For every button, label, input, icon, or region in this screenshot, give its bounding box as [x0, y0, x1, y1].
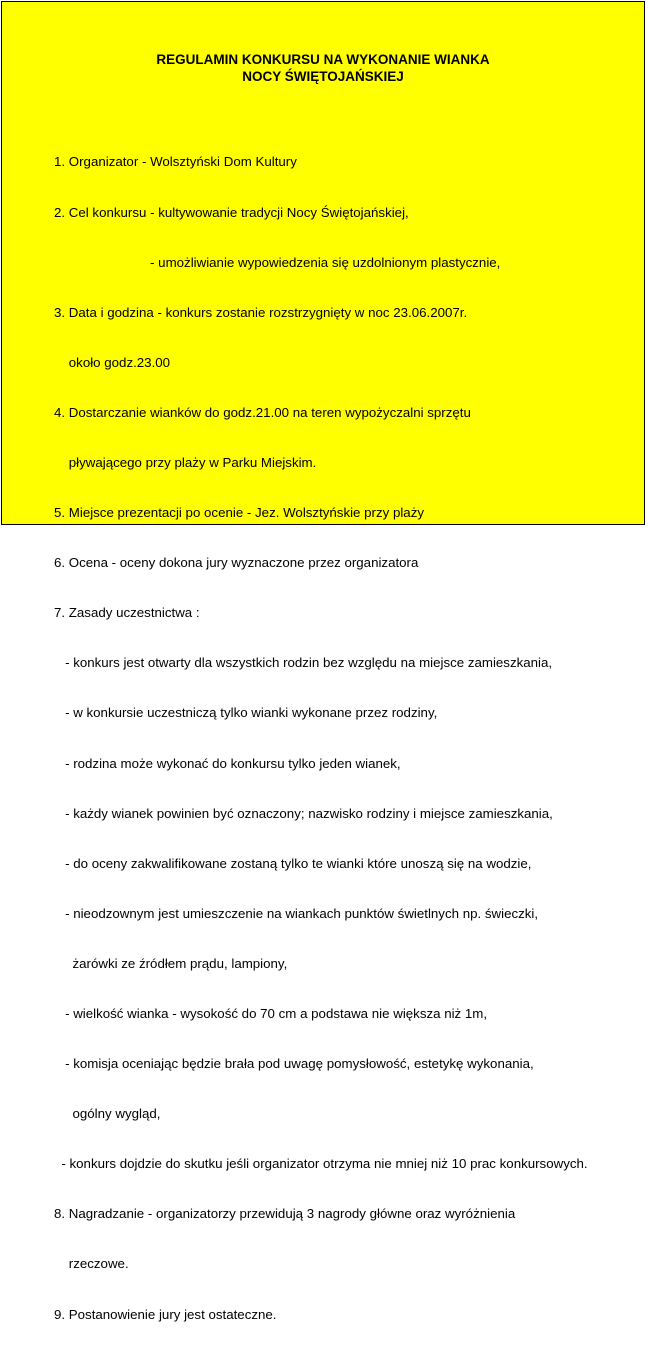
rule-line: pływającego przy plaży w Parku Miejskim. — [54, 454, 317, 470]
rule-line: - każdy wianek powinien być oznaczony; nazwisko rodziny i miejsce zamieszkania, — [54, 805, 553, 821]
rule-line: 5. Miejsce prezentacji po ocenie - Jez. Wolsztyńskie przy plaży — [54, 505, 425, 521]
rule-line: żarówki ze źródłem prądu, lampiony, — [54, 955, 288, 971]
rule-line: - umożliwianie wypowiedzenia się uzdolnionym plastycznie, — [54, 254, 501, 270]
rule-line: 4. Dostarczanie wianków do godz.21.00 na teren wypożyczalni sprzętu — [54, 404, 471, 420]
rule-line: - konkurs dojdzie do skutku jeśli organizator otrzyma nie mniej niż 10 prac konkursowych. — [54, 1156, 588, 1172]
title-line-2: NOCY ŚWIĘTOJAŃSKIEJ — [242, 69, 404, 84]
rule-line: około godz.23.00 — [54, 354, 171, 370]
title-line-1: REGULAMIN KONKURSU NA WYKONANIE WIANKA — [156, 52, 490, 67]
rule-line: 2. Cel konkursu - kultywowanie tradycji Nocy Świętojańskiej, — [54, 204, 409, 220]
rule-line: - w konkursie uczestniczą tylko wianki wykonane przez rodziny, — [54, 705, 438, 721]
rule-line: - nieodzownym jest umieszczenie na wiankach punktów świetlnych np. świeczki, — [54, 905, 539, 921]
rule-line: 6. Ocena - oceny dokona jury wyznaczone przez organizatora — [54, 555, 419, 571]
rule-line: - konkurs jest otwarty dla wszystkich rodzin bez względu na miejsce zamieszkania, — [54, 655, 553, 671]
rule-line: - wielkość wianka - wysokość do 70 cm a podstawa nie większa niż 1m, — [54, 1006, 488, 1021]
document-title — [2, 51, 644, 85]
rule-line: 3. Data i godzina - konkurs zostanie rozstrzygnięty w noc 23.06.2007r. — [54, 304, 468, 320]
rule-line: 9. Postanowienie jury jest ostateczne. — [54, 1306, 277, 1322]
rule-line: rzeczowe. — [54, 1256, 129, 1272]
rule-line: 1. Organizator - Wolsztyński Dom Kultury — [54, 154, 297, 170]
rule-line: - rodzina może wykonać do konkursu tylko jeden wianek, — [54, 755, 401, 771]
rule-line: ogólny wygląd, — [54, 1106, 161, 1122]
rule-line: - komisja oceniając będzie brała pod uwagę pomysłowość, estetykę wykonania, — [54, 1056, 534, 1072]
rule-line: - do oceny zakwalifikowane zostaną tylko te wianki które unoszą się na wodzie, — [54, 855, 532, 871]
rule-line: 8. Nagradzanie - organizatorzy przewidują 3 nagrody główne oraz wyróżnienia — [54, 1206, 516, 1222]
rule-line: 7. Zasady uczestnictwa : — [54, 605, 200, 621]
rules-text — [54, 121, 588, 1357]
document-page — [1, 1, 645, 1322]
